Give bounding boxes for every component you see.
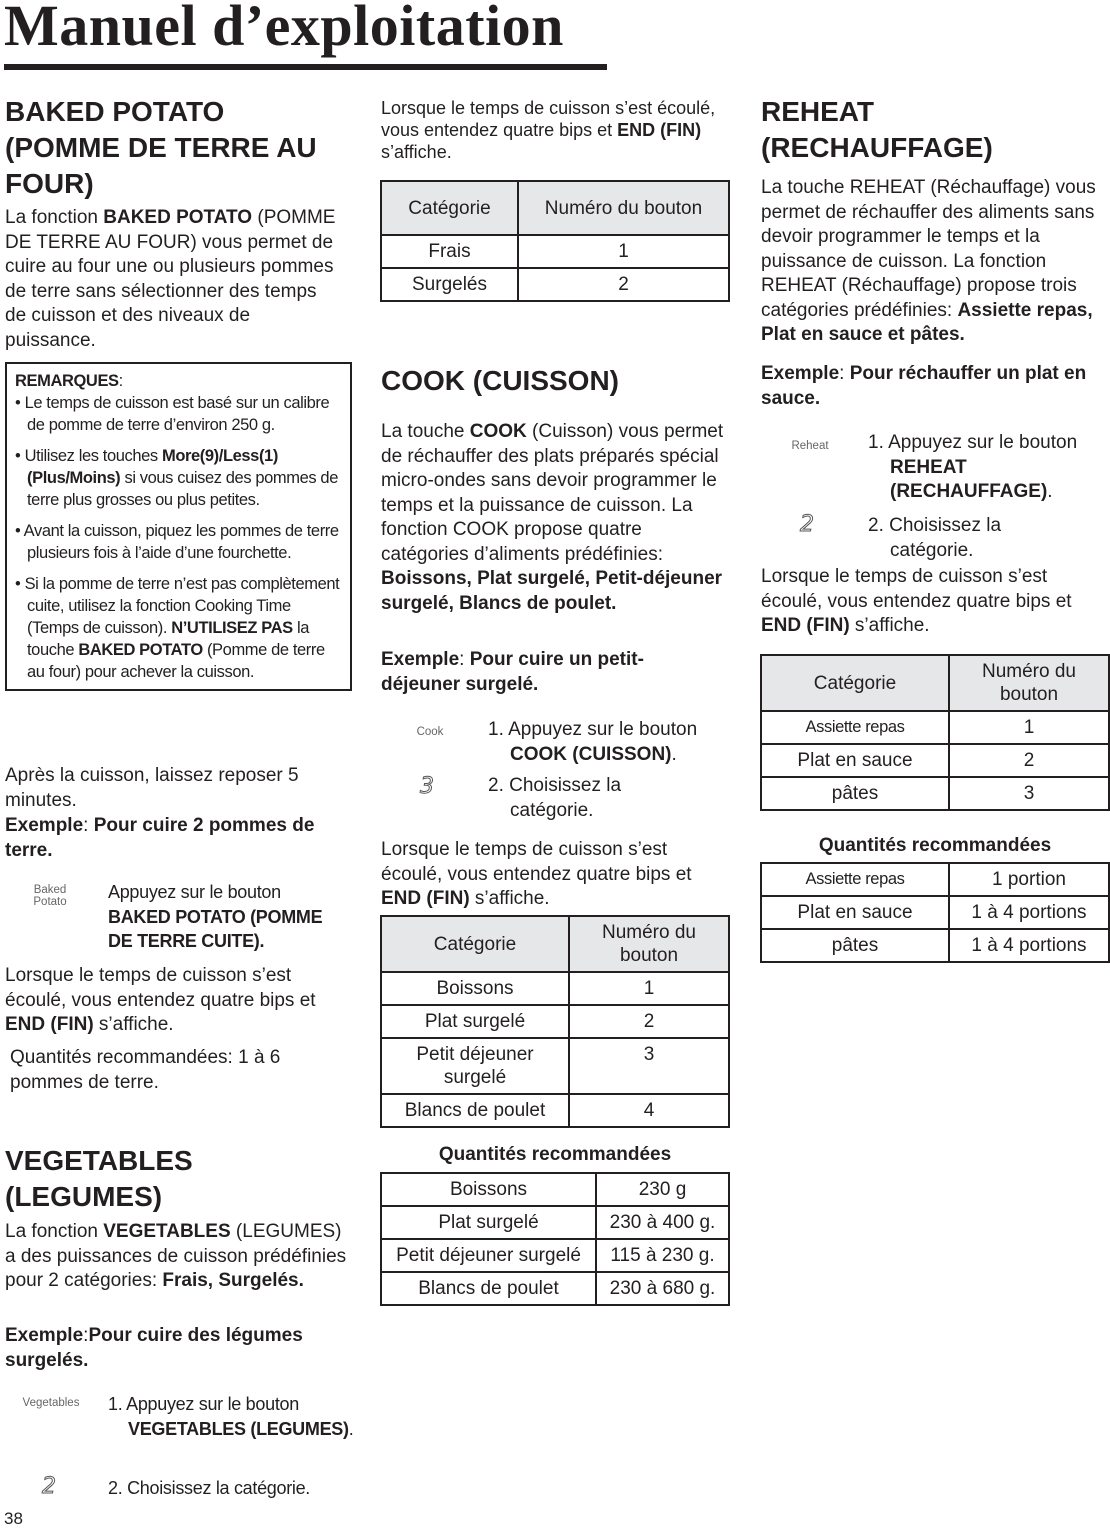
bold-text: END (FIN) <box>617 120 702 140</box>
table-row <box>381 268 729 301</box>
table-cell: Frais <box>381 235 518 268</box>
text-run: 2. Choisissez la catégorie. <box>868 515 1002 561</box>
text-run: La touche <box>381 421 470 442</box>
table-row <box>761 863 1109 896</box>
text-run: : <box>83 815 94 836</box>
table-cell: pâtes <box>761 929 949 962</box>
table-row <box>381 1239 729 1272</box>
table-row <box>381 1173 729 1206</box>
bold-text: VEGETABLES (LEGUMES) <box>128 1418 349 1439</box>
baked-potato-heading <box>5 94 350 202</box>
cook-intro <box>381 420 731 616</box>
baked-step <box>108 880 348 954</box>
text-line: VEGETABLES <box>5 1145 193 1176</box>
table-cell: 1 <box>949 711 1109 744</box>
table-row <box>381 1094 729 1127</box>
column-header: Numéro du bouton <box>518 181 729 235</box>
text-run: Le temps de cuisson est basé sur un calibre de pomme de terre d’environ 250 g. <box>24 394 330 434</box>
text-line: COOK (CUISSON) <box>381 365 619 396</box>
remark-bullet: • Avant la cuisson, piquez les pommes de terre plusieurs fois à l’aide d’une fourchette. <box>15 522 339 562</box>
cook-quantities-table <box>380 1172 730 1306</box>
text-run: la touche <box>27 619 309 659</box>
bold-text: Boissons, Plat surgelé, Petit-déjeuner surgelé, Blancs de poulet. <box>381 568 723 614</box>
table-cell: 230 à 680 g. <box>596 1272 729 1305</box>
text-run: 1. Appuyez sur le bouton <box>868 432 1078 453</box>
table-cell: 4 <box>569 1094 729 1127</box>
text-run: La fonction <box>5 1221 104 1242</box>
table-row <box>761 711 1109 744</box>
text-run: 2. Choisissez la catégorie. <box>108 1478 311 1498</box>
table-cell: Plat surgelé <box>381 1005 569 1038</box>
table-row <box>381 1038 729 1094</box>
text-run: 2. Choisissez la catégorie. <box>488 775 622 821</box>
bold-text: Exemple <box>761 363 840 384</box>
remarks-box <box>5 362 352 691</box>
bold-text: Pour cuire des légumes surgelés. <box>5 1325 303 1371</box>
table-cell: 1 <box>518 235 729 268</box>
bold-text: BAKED POTATO (POMME DE TERRE CUITE). <box>108 906 323 951</box>
remark-bullet: • Le temps de cuisson est basé sur un calibre de pomme de terre d’environ 250 g. <box>15 394 330 434</box>
text-run: Lorsque le temps de cuisson s’est écoulé, vous entendez quatre bips et <box>381 98 716 140</box>
table-cell: 2 <box>518 268 729 301</box>
data-table <box>760 862 1110 963</box>
table-cell: 115 à 230 g. <box>596 1239 729 1272</box>
bold-text: END (FIN) <box>761 615 850 636</box>
table-row <box>381 972 729 1005</box>
bold-text: BAKED POTATO <box>78 641 203 659</box>
text-run: (Cuisson) vous permet de réchauffer des plats préparés spécial micro-ondes sans devoir programmer le temps et la puissance de cuisson. La fonction COOK propose quatre catégories d’aliments prédéfinies: <box>381 421 724 565</box>
bold-text: Pour cuire un petit-déjeuner surgelé. <box>381 649 644 695</box>
bold-text: Pour cuire 2 pommes de terre. <box>5 815 315 861</box>
table-row <box>381 235 729 268</box>
cook-table <box>380 915 730 1128</box>
table-cell: 2 <box>949 744 1109 777</box>
vegetables-key-label: Vegetables <box>22 1397 80 1409</box>
cook-end-text <box>381 838 726 912</box>
reheat-quantities-table <box>760 862 1110 963</box>
table-cell: Petit déjeuner surgelé <box>381 1239 596 1272</box>
cook-example <box>381 648 711 697</box>
text-line: REHEAT <box>761 96 875 127</box>
table-cell: Blancs de poulet <box>381 1094 569 1127</box>
text-run: (Pomme de terre au four) pour achever la cuisson. <box>27 641 325 681</box>
baked-example <box>5 814 350 863</box>
cook-key-label: Cook <box>416 726 444 738</box>
table-header-row <box>381 181 729 235</box>
text-run: . <box>348 1418 354 1439</box>
cook-quantities-title: Quantités recommandées <box>438 1144 672 1165</box>
table-cell: 1 portion <box>949 863 1109 896</box>
table-cell: 2 <box>569 1005 729 1038</box>
table-row <box>381 1206 729 1239</box>
vegetables-step-1 <box>108 1392 358 1441</box>
text-run: . <box>671 743 677 765</box>
text-run: : <box>459 649 470 670</box>
text-run: Quantités recommandées: 1 à 6 pommes de terre. <box>10 1047 281 1093</box>
reheat-end-text <box>761 565 1106 639</box>
remark-bullet: • Utilisez les touches More(9)/Less(1) (Plus/Moins) si vous cuisez des pommes de terre plus grosses ou plus petites. <box>15 447 338 509</box>
bold-text: END (FIN) <box>5 1014 94 1035</box>
text-run: 1. Appuyez sur le bouton <box>108 1394 299 1414</box>
table-row <box>381 1272 729 1305</box>
table-cell: 3 <box>569 1038 729 1094</box>
bold-text: N’UTILISEZ PAS <box>171 619 293 637</box>
column-header: Numéro du bouton <box>949 655 1109 711</box>
text-run: : <box>118 372 123 390</box>
vegetables-heading <box>5 1143 350 1215</box>
table-cell: Surgelés <box>381 268 518 301</box>
table-cell: Assiette repas <box>761 711 949 744</box>
table-cell: 1 <box>569 972 729 1005</box>
column-header: Catégorie <box>761 655 949 711</box>
table-cell: 230 à 400 g. <box>596 1206 729 1239</box>
column-header: Numéro du bouton <box>569 916 729 972</box>
text-run: : <box>839 363 850 384</box>
table-cell: Plat en sauce <box>761 896 949 929</box>
cook-step-1 <box>488 718 750 767</box>
table-row <box>761 896 1109 929</box>
bold-text: Exemple <box>381 649 460 670</box>
reheat-example <box>761 362 1091 411</box>
reheat-intro <box>761 176 1110 348</box>
text-run: 1. Appuyez sur le bouton <box>488 719 698 740</box>
bold-text: Frais, Surgelés. <box>162 1270 304 1291</box>
remark-bullet: • Si la pomme de terre n’est pas complètement cuite, utilisez la fonction Cooking Time (Temps de cuisson). N’UTILISEZ PAS la touche BAKED POTATO (Pomme de terre au four) pour achever la cuisson. <box>15 575 340 681</box>
vegetables-end-text <box>381 97 726 163</box>
table-row <box>761 929 1109 962</box>
table-cell: Petit déjeuner surgelé <box>381 1038 569 1094</box>
text-run: s’affiche. <box>849 615 930 636</box>
text-line: (LEGUMES) <box>5 1181 163 1212</box>
text-line: Baked <box>33 884 67 896</box>
text-line: (POMME DE TERRE AU <box>5 132 317 163</box>
data-table <box>380 180 730 302</box>
table-cell: Boissons <box>381 972 569 1005</box>
column-header: Catégorie <box>381 181 518 235</box>
bold-text: END (FIN) <box>381 888 470 909</box>
digit-key-3: 3 <box>420 774 434 799</box>
table-header-row <box>381 916 729 972</box>
table-cell: Assiette repas <box>761 863 949 896</box>
text-run: (POMME DE TERRE AU FOUR) vous permet de cuire au four une ou plusieurs pommes de terre sans sélectionner des temps de cuisson et des niveaux de puissance. <box>5 207 336 351</box>
baked-quantities <box>10 1046 310 1095</box>
bold-text: Pour réchauffer un plat en sauce. <box>761 363 1087 409</box>
data-table <box>380 1172 730 1306</box>
title-rule <box>4 64 607 70</box>
bold-text: COOK (CUISSON) <box>510 743 672 765</box>
text-run: Après la cuisson, laissez reposer 5 minutes. <box>5 765 299 811</box>
text-run: Lorsque le temps de cuisson s’est écoulé, vous entendez quatre bips et <box>761 566 1072 612</box>
baked-potato-intro <box>5 206 340 353</box>
text-line: BAKED POTATO <box>5 96 225 127</box>
baked-end-text <box>5 964 350 1038</box>
table-row <box>381 1005 729 1038</box>
text-run: s’affiche. <box>93 1014 174 1035</box>
text-run: si vous cuisez des pommes de terre plus grosses ou plus petites. <box>27 469 338 509</box>
table-header-row <box>761 655 1109 711</box>
text-run: (LEGUMES) a des puissances de cuisson prédéfinies pour 2 catégories: <box>5 1221 347 1291</box>
bold-text: REMARQUES <box>15 372 119 390</box>
bold-text: Assiette repas, Plat en sauce et pâtes. <box>761 299 1093 345</box>
reheat-step-1 <box>868 431 1110 505</box>
text-run: Appuyez sur le bouton <box>108 882 281 902</box>
text-run: Si la pomme de terre n’est pas complètement cuite, utilisez la fonction Cooking Time (Temps de cuisson). <box>24 575 340 637</box>
after-cooking-text <box>5 764 335 813</box>
baked-potato-key-label <box>28 884 72 908</box>
text-run: Lorsque le temps de cuisson s’est écoulé, vous entendez quatre bips et <box>381 839 692 885</box>
reheat-heading <box>761 94 1106 166</box>
digit-key-2: 2 <box>42 1474 56 1499</box>
text-line: (RECHAUFFAGE) <box>761 132 993 163</box>
page-title: Manuel d’exploitation <box>4 0 564 58</box>
text-line: Potato <box>33 896 67 908</box>
vegetables-example <box>5 1324 345 1373</box>
text-run: : <box>83 1325 89 1346</box>
digit-key-2: 2 <box>800 512 814 537</box>
text-line: FOUR) <box>5 168 94 199</box>
table-cell: Blancs de poulet <box>381 1272 596 1305</box>
vegetables-intro <box>5 1220 355 1294</box>
reheat-table <box>760 654 1110 811</box>
text-run: Utilisez les touches <box>24 447 162 465</box>
remarks-title <box>15 370 344 392</box>
bold-text: Exemple <box>5 1325 84 1346</box>
reheat-quantities-title: Quantités recommandées <box>818 835 1052 856</box>
bold-text: More(9)/Less(1) (Plus/Moins) <box>27 447 278 487</box>
reheat-key-label: Reheat <box>791 440 829 452</box>
cook-heading <box>381 363 726 399</box>
text-run: Lorsque le temps de cuisson s’est écoulé, vous entendez quatre bips et <box>5 965 316 1011</box>
table-cell: 1 à 4 portions <box>949 929 1109 962</box>
cook-step-2 <box>488 774 680 823</box>
table-cell: 3 <box>949 777 1109 810</box>
table-row <box>761 744 1109 777</box>
text-run: . <box>1047 481 1053 502</box>
remarks-list <box>15 392 344 683</box>
text-run: s’affiche. <box>381 142 452 162</box>
table-cell: Plat en sauce <box>761 744 949 777</box>
vegetables-table <box>380 180 730 302</box>
table-row <box>761 777 1109 810</box>
bold-text: BAKED POTATO <box>103 207 253 228</box>
table-cell: 230 g <box>596 1173 729 1206</box>
text-run: s’affiche. <box>469 888 550 909</box>
data-table <box>760 654 1110 811</box>
column-header: Catégorie <box>381 916 569 972</box>
bold-text: COOK <box>469 421 527 442</box>
text-run: Avant la cuisson, piquez les pommes de terre plusieurs fois à l’aide d’une fourchette. <box>23 522 339 562</box>
table-cell: Plat surgelé <box>381 1206 596 1239</box>
vegetables-step-2 <box>108 1476 348 1501</box>
table-cell: pâtes <box>761 777 949 810</box>
text-run: La touche REHEAT (Réchauffage) vous permet de réchauffer des aliments sans devoir programmer le temps et la puissance de cuisson. La fonction REHEAT (Réchauffage) propose trois catégories prédéfinies: <box>761 177 1096 321</box>
text-run: La fonction <box>5 207 104 228</box>
table-cell: Boissons <box>381 1173 596 1206</box>
bold-text: VEGETABLES <box>103 1221 231 1242</box>
bold-text: Exemple <box>5 815 84 836</box>
data-table <box>380 915 730 1128</box>
page-number: 38 <box>4 1509 23 1528</box>
reheat-step-2 <box>868 514 1060 563</box>
bold-text: REHEAT (RECHAUFFAGE) <box>890 456 1048 502</box>
table-cell: 1 à 4 portions <box>949 896 1109 929</box>
